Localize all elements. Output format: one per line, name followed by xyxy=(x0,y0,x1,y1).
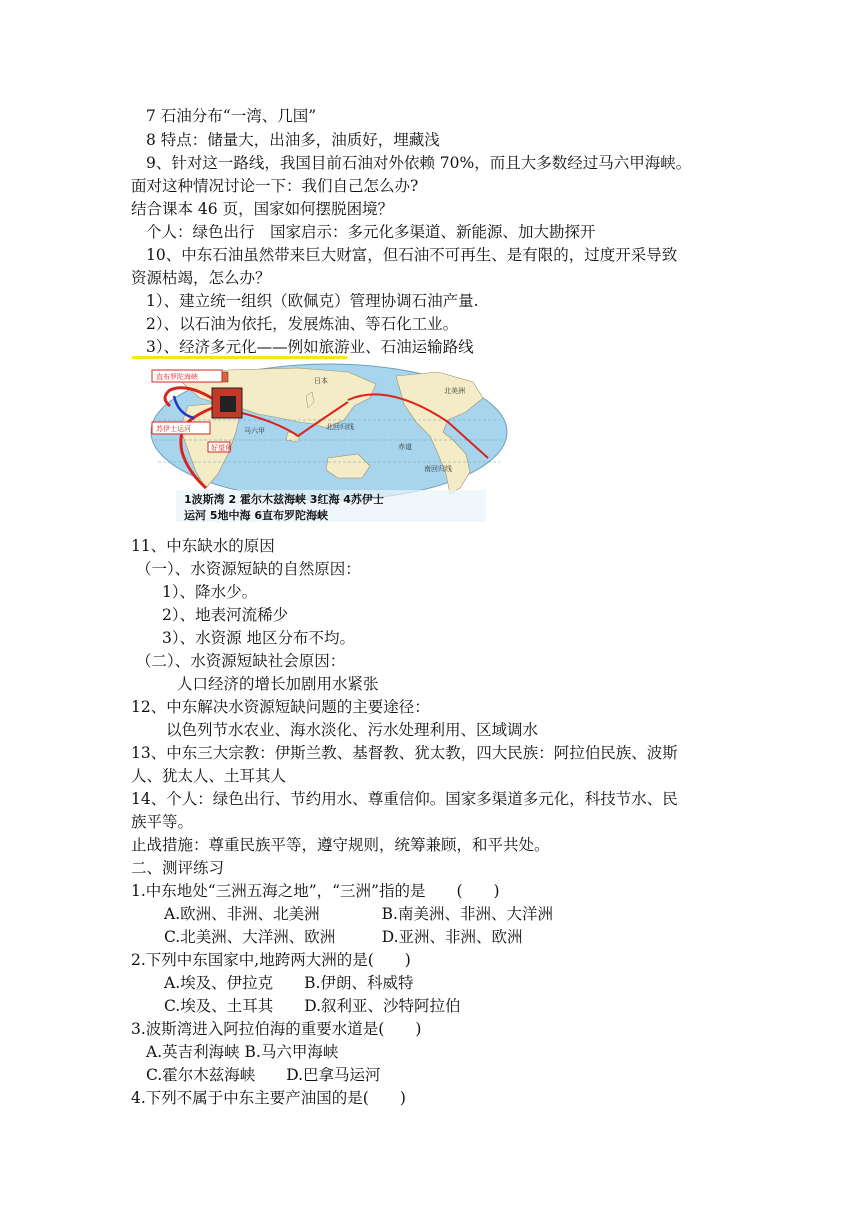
tag-north-america: 北美洲 xyxy=(444,387,465,395)
tag-malacca: 马六甲 xyxy=(244,427,265,435)
question-1-options-ab: A.欧洲、非洲、北美洲 B.南美洲、非洲、大洋洲 xyxy=(164,905,553,923)
question-2: 2.下列中东国家中,地跨两大洲的是( ) xyxy=(131,951,411,969)
question-4: 4.下列不属于中东主要产油国的是( ) xyxy=(131,1089,406,1107)
section-heading-exercises: 二、测评练习 xyxy=(131,859,225,877)
text-line-less-rain: 1）、降水少。 xyxy=(162,583,258,601)
text-line-q12-answer: 以色列节水农业、海水淡化、污水处理利用、区域调水 xyxy=(166,721,539,739)
tag-cape: 好望角 xyxy=(211,444,232,452)
text-line-oil-features: 8 特点：储量大，出油多，油质好，埋藏浅 xyxy=(146,131,440,149)
text-line-refining: 2）、以石油为依托，发展炼油、等石化工业。 xyxy=(146,315,459,333)
question-3: 3.波斯湾进入阿拉伯海的重要水道是( ) xyxy=(131,1020,422,1038)
text-line-q10: 10、中东石油虽然带来巨大财富，但石油不可再生、是有限的，过度开采导致 xyxy=(146,246,678,264)
tag-tropic-capricorn: 南回归线 xyxy=(424,465,452,473)
tag-japan: 日本 xyxy=(314,377,328,385)
text-line-q14-cont: 族平等。 xyxy=(131,813,194,831)
map-legend-line-2: 运河 5地中海 6直布罗陀海峡 xyxy=(184,509,328,522)
text-line-q11: 11、中东缺水的原因 xyxy=(131,537,275,555)
text-line-q13-cont: 人、犹太人、土耳其人 xyxy=(131,767,287,785)
question-3-options-cd: C.霍尔木兹海峡 D.巴拿马运河 xyxy=(146,1066,381,1084)
tag-gibraltar: 直布罗陀海峡 xyxy=(156,373,198,381)
world-map-oil-routes xyxy=(148,362,510,522)
tag-equator: 赤道 xyxy=(398,443,412,451)
text-line-peace-measures: 止战措施：尊重民族平等，遵守规则，统筹兼顾，和平共处。 xyxy=(131,836,550,854)
question-1: 1.中东地处“三洲五海之地”，“三洲”指的是 ( ) xyxy=(131,882,500,900)
text-line-q13: 13、中东三大宗教：伊斯兰教、基督教、犹太教，四大民族：阿拉伯民族、波斯 xyxy=(131,744,678,762)
map-legend-line-1: 1波斯湾 2 霍尔木兹海峡 3红海 4苏伊士 xyxy=(184,493,384,506)
text-line-population: 人口经济的增长加剧用水紧张 xyxy=(177,675,379,693)
highlight-underline xyxy=(132,356,347,359)
question-2-options-cd: C.埃及、土耳其 D.叙利亚、沙特阿拉伯 xyxy=(164,997,461,1015)
text-line-import-dependence: 9、针对这一路线，我国目前石油对外依赖 70%，而且大多数经过马六甲海峡。 xyxy=(146,154,692,172)
question-1-options-cd: C.北美洲、大洋洲、欧洲 D.亚洲、非洲、欧洲 xyxy=(164,928,523,946)
text-line-discussion: 面对这种情况讨论一下：我们自己怎么办? xyxy=(131,177,419,195)
text-line-opec: 1）、建立统一组织（欧佩克）管理协调石油产量. xyxy=(146,292,479,310)
tag-suez: 苏伊士运河 xyxy=(156,425,191,433)
text-line-natural-causes: （一）、水资源短缺的自然原因： xyxy=(136,560,361,578)
text-line-oil-distribution: 7 石油分布“一湾、几国” xyxy=(146,107,317,125)
text-line-personal: 个人：绿色出行 国家启示：多元化多渠道、新能源、加大勘探开 xyxy=(146,223,596,241)
text-line-few-rivers: 2）、地表河流稀少 xyxy=(162,606,289,624)
text-line-textbook: 结合课本 46 页，国家如何摆脱困境？ xyxy=(131,200,394,218)
text-line-diversification: 3）、经济多元化——例如旅游业、石油运输路线 xyxy=(146,338,474,356)
text-line-q14: 14、个人：绿色出行、节约用水、尊重信仰。国家多渠道多元化，科技节水、民 xyxy=(131,790,678,808)
text-line-uneven: 3）、水资源 地区分布不均。 xyxy=(162,629,356,647)
question-2-options-ab: A.埃及、伊拉克 B.伊朗、科威特 xyxy=(164,974,414,992)
text-line-q10-cont: 资源枯竭，怎么办？ xyxy=(131,269,271,287)
text-line-q12: 12、中东解决水资源短缺问题的主要途径： xyxy=(131,698,430,716)
question-3-options-ab: A.英吉利海峡 B.马六甲海峡 xyxy=(146,1043,339,1061)
tag-tropic-cancer: 北回归线 xyxy=(326,423,354,431)
text-line-social-causes: （二）、水资源短缺社会原因： xyxy=(136,652,346,670)
